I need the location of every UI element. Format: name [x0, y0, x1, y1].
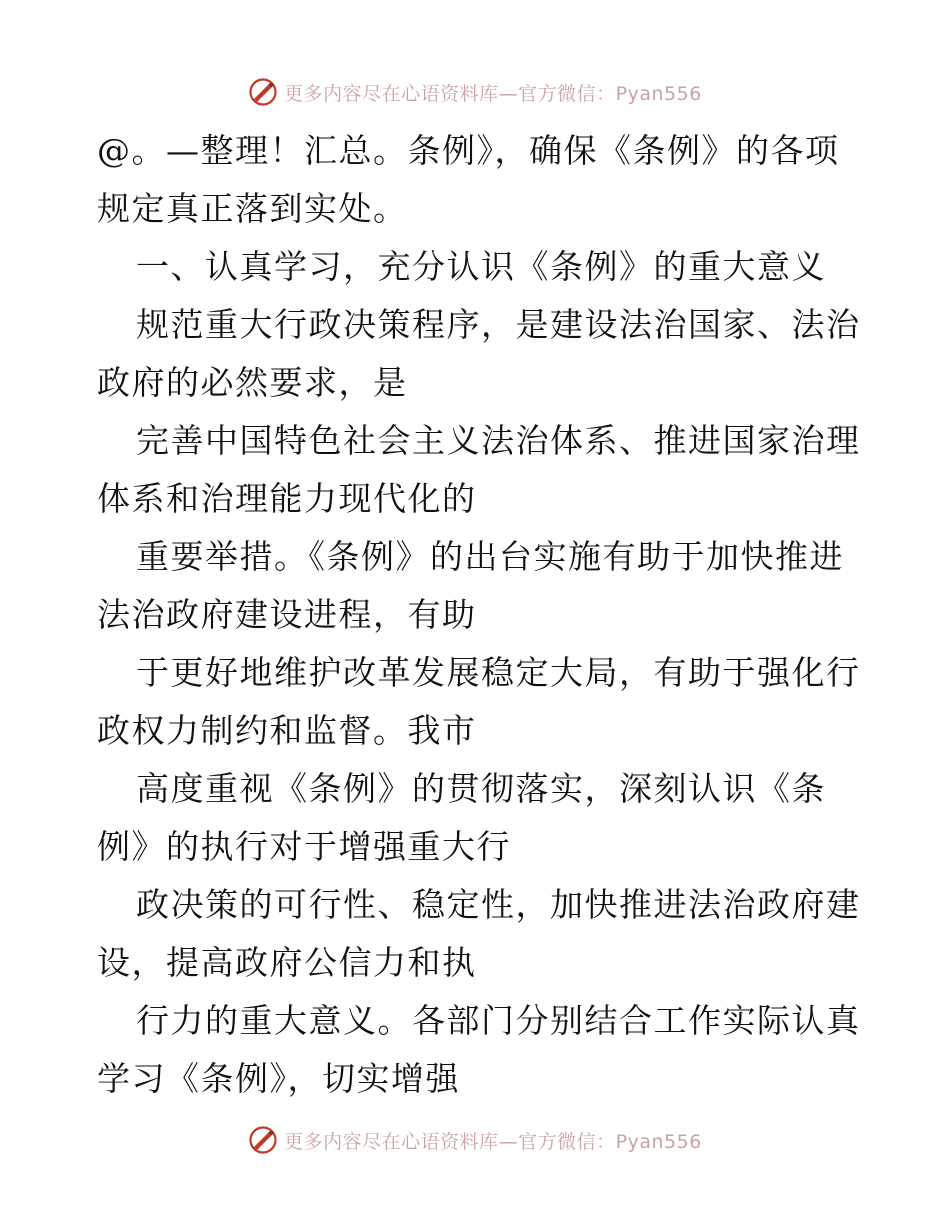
pen-logo-icon: [248, 77, 278, 107]
text-line: 高度重视《条例》的贯彻落实，深刻认识《条: [136, 769, 826, 808]
text-line: 规范重大行政决策程序，是建设法治国家、法治: [136, 305, 861, 344]
text-line: 完善中国特色社会主义法治体系、推进国家治理: [136, 421, 861, 460]
page-header-banner: [0, 72, 950, 112]
text-line: 学习《条例》，切实增强: [97, 1059, 460, 1098]
text-line: 设，提高政府公信力和执: [97, 943, 477, 982]
text-line: 行力的重大意义。各部门分别结合工作实际认真: [136, 1001, 861, 1040]
text-line: 规定真正落到实处。: [97, 189, 408, 228]
footer-banner-text: 更多内容尽在心语资料库—官方微信：Pyan556: [284, 1130, 702, 1153]
text-line: 重要举措。《条例》的出台实施有助于加快推进: [136, 537, 844, 576]
page-footer-banner: [0, 1120, 950, 1160]
text-line: @。—整理！汇总。条例》，确保《条例》的各项: [97, 131, 840, 170]
text-line: 政决策的可行性、稳定性，加快推进法治政府建: [136, 885, 861, 924]
text-line: 政权力制约和监督。我市: [97, 711, 477, 750]
text-line: 例》的执行对于增强重大行: [97, 827, 511, 866]
pen-logo-icon: [248, 1125, 278, 1155]
text-line: 于更好地维护改革发展稳定大局，有助于强化行: [136, 653, 861, 692]
text-line: 体系和治理能力现代化的: [97, 479, 477, 518]
text-line: 政府的必然要求，是: [97, 363, 408, 402]
document-body: [97, 122, 867, 1108]
header-banner-text: 更多内容尽在心语资料库—官方微信：Pyan556: [284, 82, 702, 105]
text-line: 法治政府建设进程，有助: [97, 595, 477, 634]
section-heading: 一、认真学习，充分认识《条例》的重大意义: [136, 247, 826, 286]
